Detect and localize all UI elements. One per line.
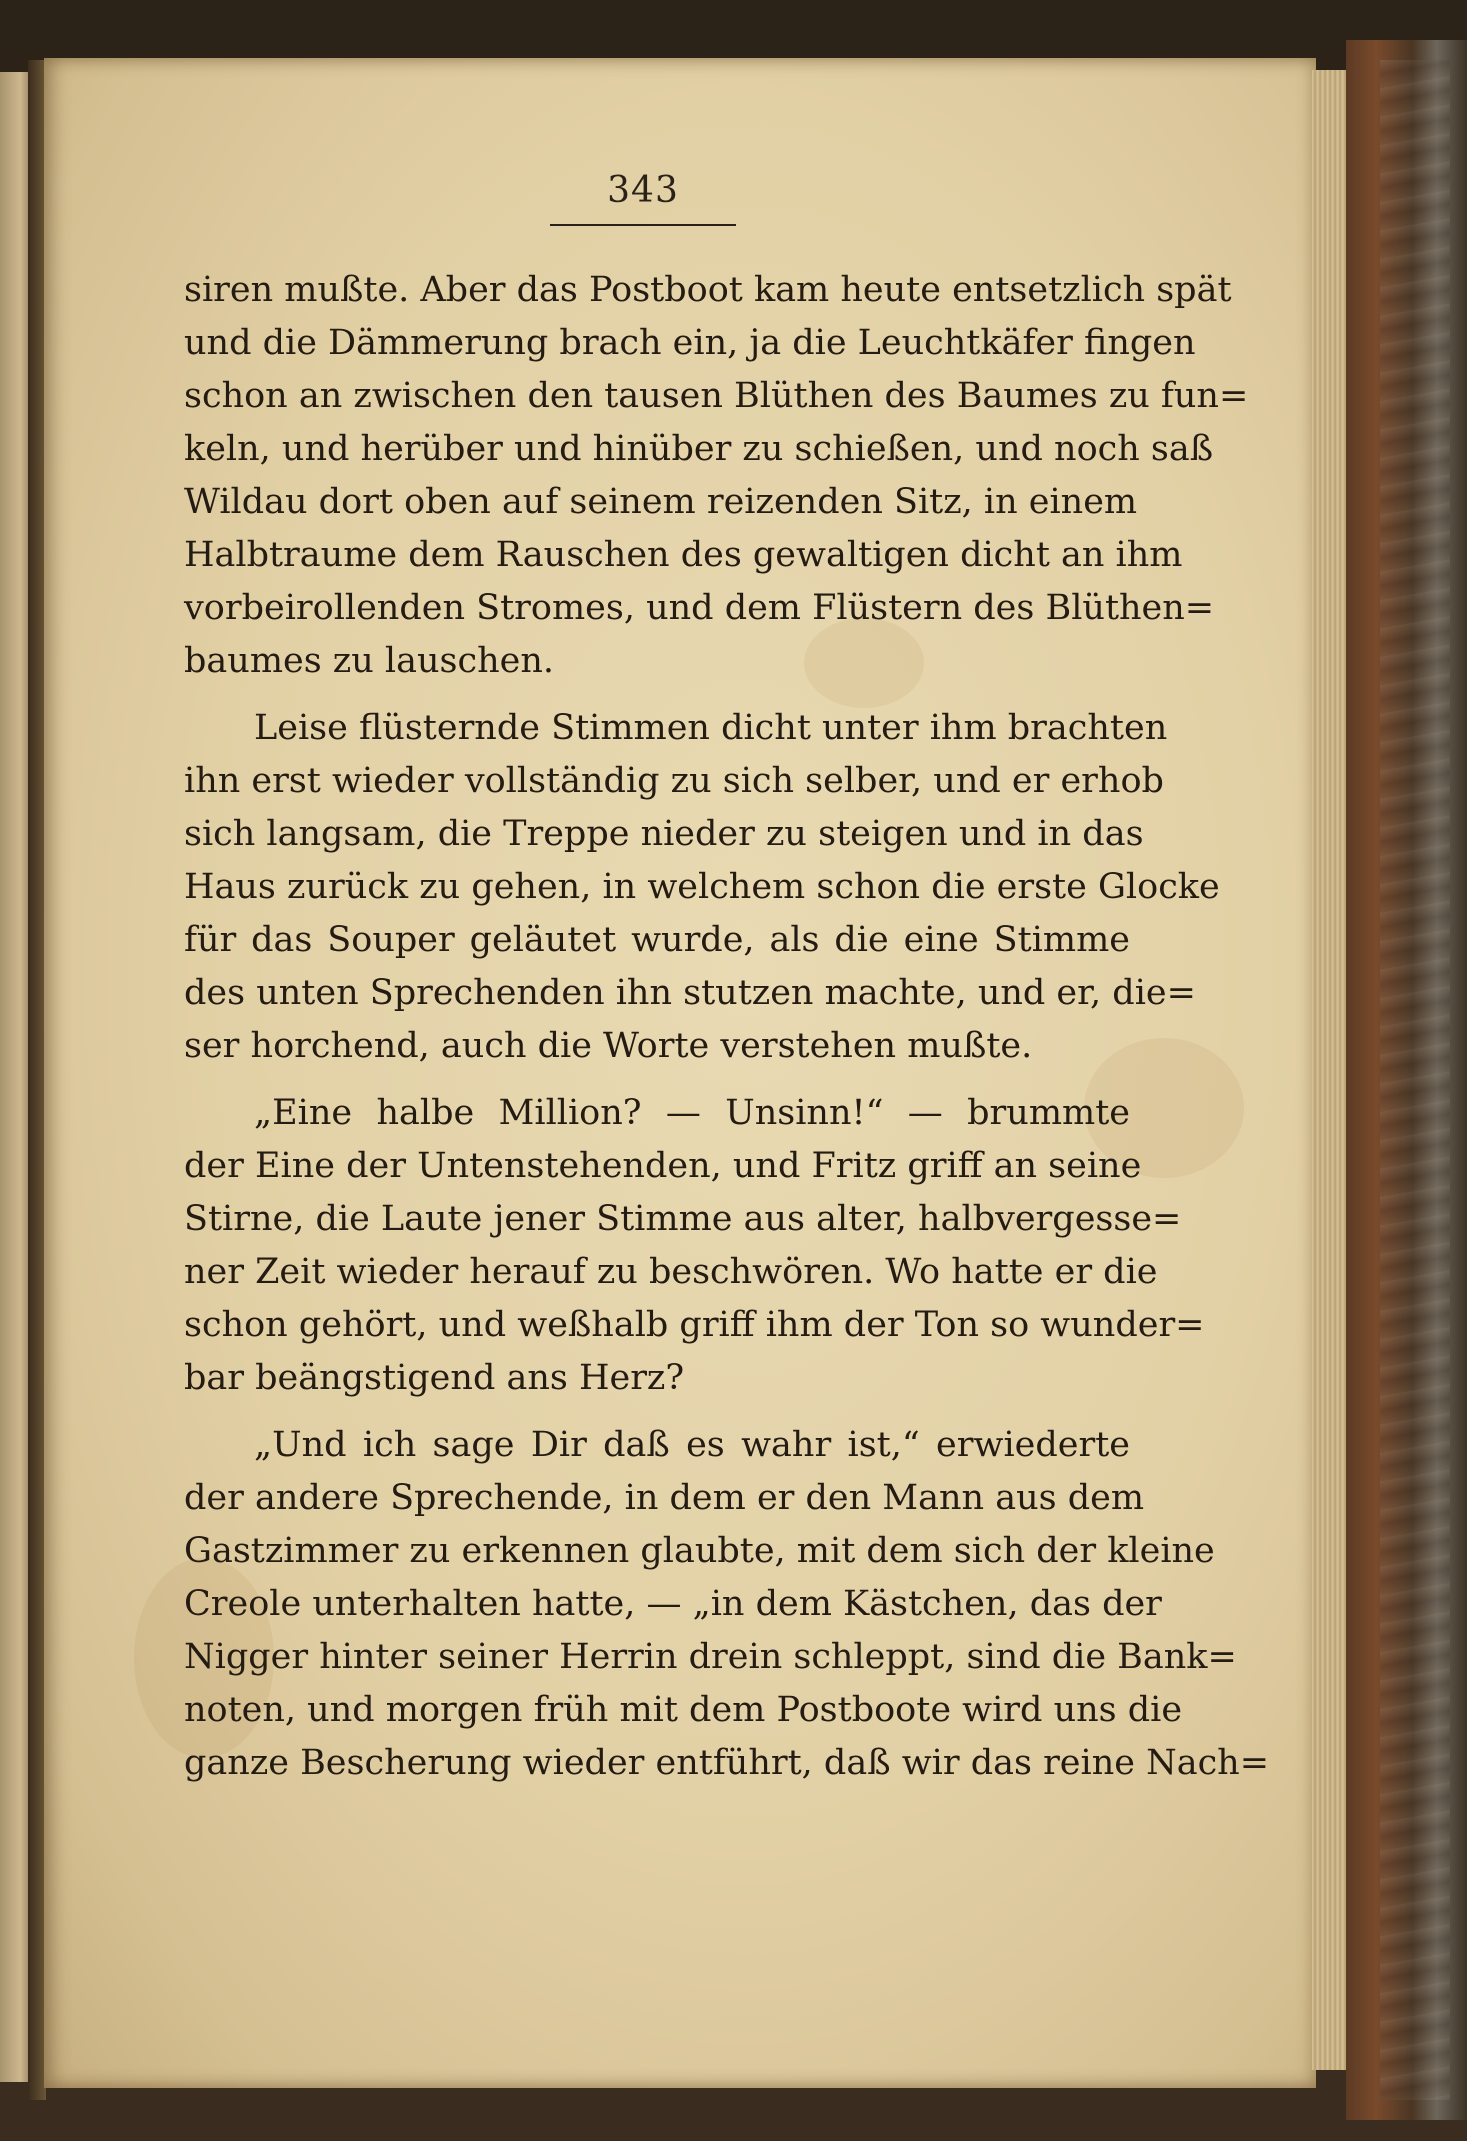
text-line: ganze Bescherung wieder entführt, daß wir das reine Nach= — [184, 1743, 1270, 1783]
text-line: ser horchend, auch die Worte verstehen mußte. — [184, 1026, 1033, 1066]
text-line: Leise flüsternde Stimmen dicht unter ihm brachten — [254, 708, 1168, 748]
text-line: Wildau dort oben auf seinem reizenden Sitz, in einem — [184, 482, 1138, 522]
text-line: baumes zu lauschen. — [184, 641, 554, 681]
paragraph — [184, 264, 1249, 688]
text-line: ihn erst wieder vollständig zu sich selber, und er erhob — [184, 761, 1164, 801]
page-number: 343 — [607, 170, 679, 211]
text-line: Stirne, die Laute jener Stimme aus alter, halbvergesse= — [184, 1199, 1182, 1239]
text-line: Creole unterhalten hatte, — „in dem Kästchen, das der — [184, 1584, 1162, 1624]
text-line: Gastzimmer zu erkennen glaubte, mit dem sich der kleine — [184, 1531, 1215, 1571]
text-line: siren mußte. Aber das Postboot kam heute entsetzlich spät — [184, 270, 1232, 310]
text-line: schon gehört, und weßhalb griff ihm der Ton so wunder= — [184, 1305, 1205, 1345]
header-rule — [550, 224, 736, 226]
text-line: und die Dämmerung brach ein, ja die Leuchtkäfer fingen — [184, 323, 1196, 363]
text-line: noten, und morgen früh mit dem Postboote wird uns die — [184, 1690, 1183, 1730]
text-line: der andere Sprechende, in dem er den Mann aus dem — [184, 1478, 1145, 1518]
text-line: des unten Sprechenden ihn stutzen machte, und er, die= — [184, 973, 1196, 1013]
text-line: Haus zurück zu gehen, in welchem schon die erste Glocke — [184, 867, 1220, 907]
text-line: bar beängstigend ans Herz? — [184, 1358, 685, 1398]
text-line: ner Zeit wieder herauf zu beschwören. Wo hatte er die — [184, 1252, 1158, 1292]
text-line: für das Souper geläutet wurde, als die eine Stimme — [184, 920, 1130, 960]
paragraph — [184, 702, 1220, 1073]
text-line: vorbeirollenden Stromes, und dem Flüstern des Blüthen= — [184, 588, 1215, 628]
text-line: sich langsam, die Treppe nieder zu steigen und in das — [184, 814, 1144, 854]
text-line: keln, und herüber und hinüber zu schießen, und noch saß — [184, 429, 1214, 469]
cover-texture — [1380, 60, 1450, 2100]
text-line: „Eine halbe Million? — Unsinn!“ — brummte — [254, 1093, 1130, 1133]
text-line: schon an zwischen den tausen Blüthen des Baumes zu fun= — [184, 376, 1249, 416]
text-line: „Und ich sage Dir daß es wahr ist,“ erwiederte — [254, 1425, 1130, 1465]
page-edges — [1312, 70, 1348, 2070]
text-line: Nigger hinter seiner Herrin drein schleppt, sind die Bank= — [184, 1637, 1237, 1677]
text-line: Halbtraume dem Rauschen des gewaltigen dicht an ihm — [184, 535, 1183, 575]
text-line: der Eine der Untenstehenden, und Fritz griff an seine — [184, 1146, 1142, 1186]
paragraph — [184, 1419, 1270, 1790]
body-text — [184, 264, 1270, 1790]
paragraph — [184, 1087, 1205, 1405]
